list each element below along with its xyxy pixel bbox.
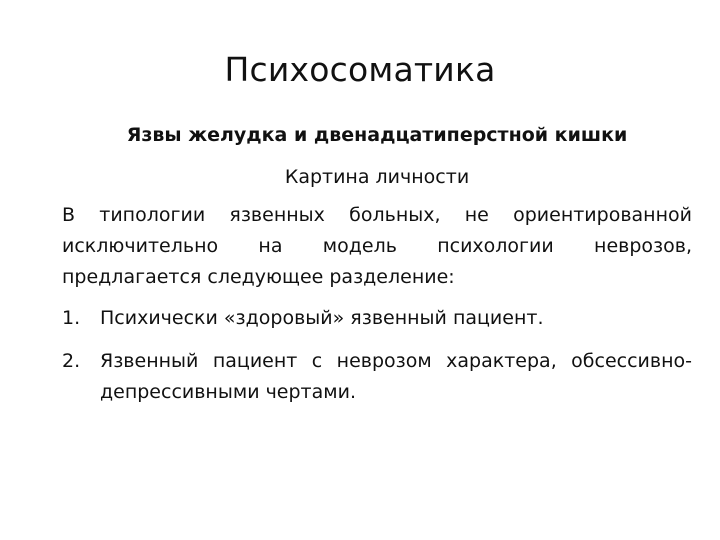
slide-title: Психосоматика — [224, 50, 496, 89]
slide-paragraph: В типологии язвенных больных, не ориентированной исключительно на модель психологии неврозов, предлагается следующее разделение: — [62, 204, 692, 288]
list-item-text: Психически «здоровый» язвенный пациент. — [100, 307, 544, 329]
numbered-list — [62, 303, 692, 408]
slide-section-heading: Картина личности — [284, 166, 470, 188]
list-item-text: Язвенный пациент с неврозом характера, обсессивно-депрессивными чертами. — [100, 350, 692, 403]
list-item-number: 2. — [62, 350, 81, 372]
list-item-number: 1. — [62, 307, 81, 329]
slide-subtitle: Язвы желудка и двенадцатиперстной кишки — [126, 124, 628, 146]
list-item — [62, 346, 692, 408]
slide-content — [62, 118, 692, 420]
list-item — [62, 303, 692, 334]
